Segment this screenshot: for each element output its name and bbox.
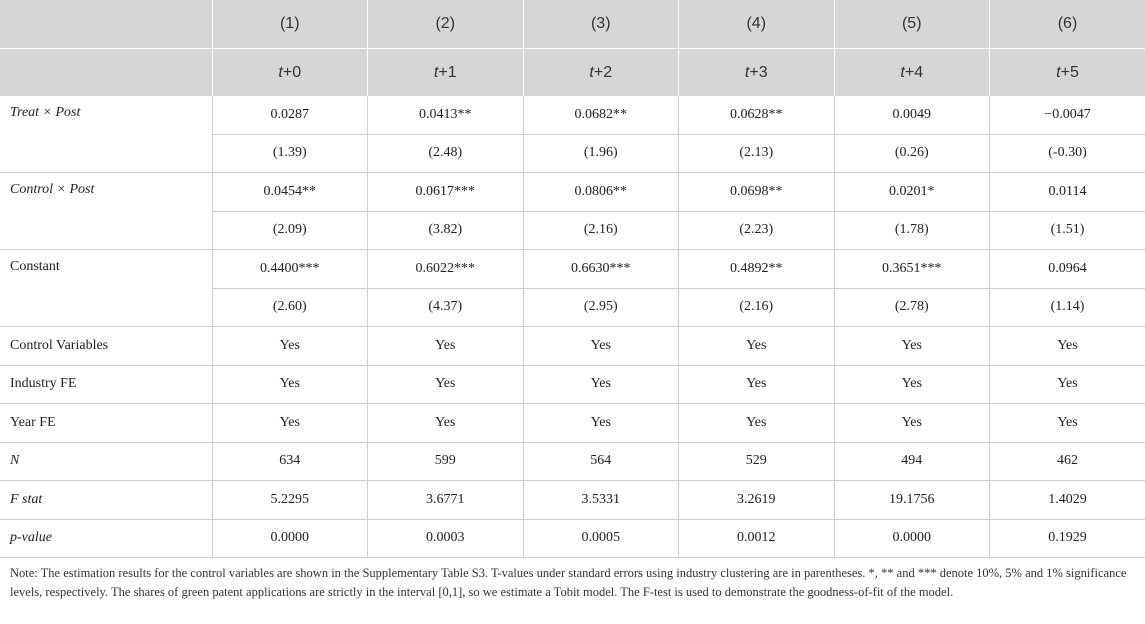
- tvalue-cell: (2.09): [212, 211, 368, 250]
- column-number: (5): [834, 0, 990, 49]
- row-label-p-value: p-value: [0, 519, 212, 558]
- period-var: t: [900, 63, 905, 81]
- table-row: [0, 365, 1145, 404]
- period-header: [679, 49, 835, 97]
- period-offset: +0: [282, 63, 302, 81]
- coefficient-cell: 0.0698**: [679, 173, 835, 212]
- table-row: [0, 519, 1145, 558]
- period-var: t: [744, 63, 750, 81]
- coefficient-cell: 0.0617***: [368, 173, 524, 212]
- table-cell: 599: [368, 442, 524, 481]
- tvalue-cell: (2.13): [679, 134, 835, 173]
- period-header: [523, 49, 679, 97]
- column-number: (2): [368, 0, 524, 49]
- tvalue-cell: (2.60): [212, 288, 368, 327]
- table-cell: 634: [212, 442, 368, 481]
- period-header: [834, 49, 990, 97]
- table-cell: Yes: [834, 327, 990, 366]
- tvalue-cell: (2.16): [523, 211, 679, 250]
- coefficient-cell: 0.0114: [990, 173, 1145, 212]
- table-cell: 0.0005: [523, 519, 679, 558]
- table-cell: 564: [523, 442, 679, 481]
- table-cell: 0.0000: [834, 519, 990, 558]
- table-row: [0, 96, 1145, 134]
- header-corner: [0, 49, 212, 97]
- table-cell: 5.2295: [212, 481, 368, 520]
- coefficient-cell: 0.6630***: [523, 250, 679, 289]
- coefficient-cell: 0.0454**: [212, 173, 368, 212]
- coefficient-cell: 0.0413**: [368, 96, 524, 134]
- table-cell: Yes: [990, 365, 1145, 404]
- table-cell: Yes: [679, 327, 835, 366]
- table-cell: 3.5331: [523, 481, 679, 520]
- table-cell: Yes: [990, 404, 1145, 443]
- table-row: [0, 173, 1145, 212]
- period-var: t: [589, 63, 594, 81]
- coefficient-cell: 0.0682**: [523, 96, 679, 134]
- table-row: [0, 481, 1145, 520]
- table-row: [0, 250, 1145, 289]
- coefficient-cell: 0.0628**: [679, 96, 835, 134]
- table-row: [0, 327, 1145, 366]
- table-row: [0, 404, 1145, 443]
- period-var: t: [1056, 63, 1061, 81]
- coefficient-cell: 0.4400***: [212, 250, 368, 289]
- row-label-control-post: Control × Post: [0, 173, 212, 250]
- table-cell: 494: [834, 442, 990, 481]
- period-header-row: [0, 49, 1145, 97]
- table-cell: Yes: [212, 327, 368, 366]
- coefficient-cell: 0.0964: [990, 250, 1145, 289]
- table-cell: Yes: [368, 327, 524, 366]
- tvalue-cell: (0.26): [834, 134, 990, 173]
- period-header: [368, 49, 524, 97]
- table-cell: Yes: [523, 365, 679, 404]
- tvalue-cell: (2.23): [679, 211, 835, 250]
- period-var: t: [278, 63, 283, 81]
- coefficient-cell: 0.0201*: [834, 173, 990, 212]
- table-cell: 19.1756: [834, 481, 990, 520]
- row-label-year-fe: Year FE: [0, 404, 212, 443]
- table-cell: 0.0003: [368, 519, 524, 558]
- column-number: (1): [212, 0, 368, 49]
- tvalue-cell: (4.37): [368, 288, 524, 327]
- table-cell: Yes: [834, 365, 990, 404]
- period-offset: +2: [593, 63, 613, 81]
- tvalue-cell: (1.14): [990, 288, 1145, 327]
- table-cell: 1.4029: [990, 481, 1145, 520]
- table-cell: 462: [990, 442, 1145, 481]
- coefficient-cell: 0.3651***: [834, 250, 990, 289]
- tvalue-cell: (1.78): [834, 211, 990, 250]
- table-cell: Yes: [523, 327, 679, 366]
- table-cell: Yes: [368, 404, 524, 443]
- table-cell: Yes: [368, 365, 524, 404]
- tvalue-cell: (2.48): [368, 134, 524, 173]
- row-label-treat-post: Treat × Post: [0, 96, 212, 173]
- table-cell: Yes: [212, 404, 368, 443]
- period-offset: +3: [749, 63, 768, 81]
- column-number: (4): [679, 0, 835, 49]
- table-note: Note: The estimation results for the control variables are shown in the Supplementary Table S3. T-values under standard errors using industry clustering are in parentheses. *, ** and *** denote 10%, 5% and 1% significance levels, respectively. The shares of green patent applications are strictly in the interval [0,1], so we estimate a Tobit model. The F-test is used to demonstrate the goodness-of-fit of the model.: [10, 566, 1127, 599]
- row-label-constant: Constant: [0, 250, 212, 327]
- coefficient-cell: 0.0287: [212, 96, 368, 134]
- table-cell: Yes: [679, 365, 835, 404]
- tvalue-cell: (1.96): [523, 134, 679, 173]
- coefficient-cell: 0.0049: [834, 96, 990, 134]
- table-cell: Yes: [990, 327, 1145, 366]
- table-cell: 529: [679, 442, 835, 481]
- table-cell: 0.0012: [679, 519, 835, 558]
- coefficient-cell: −0.0047: [990, 96, 1145, 134]
- table-cell: 3.2619: [679, 481, 835, 520]
- coefficient-cell: 0.6022***: [368, 250, 524, 289]
- column-number: (3): [523, 0, 679, 49]
- row-label-control-variables: Control Variables: [0, 327, 212, 366]
- column-number: (6): [990, 0, 1145, 49]
- row-label-industry-fe: Industry FE: [0, 365, 212, 404]
- tvalue-cell: (-0.30): [990, 134, 1145, 173]
- table-cell: Yes: [523, 404, 679, 443]
- table-cell: 0.1929: [990, 519, 1145, 558]
- period-var: t: [433, 63, 439, 81]
- tvalue-cell: (1.39): [212, 134, 368, 173]
- tvalue-cell: (1.51): [990, 211, 1145, 250]
- tvalue-cell: (2.78): [834, 288, 990, 327]
- header-corner: [0, 0, 212, 49]
- table-cell: 3.6771: [368, 481, 524, 520]
- row-label-f-stat: F stat: [0, 481, 212, 520]
- tvalue-cell: (2.16): [679, 288, 835, 327]
- coefficient-cell: 0.0806**: [523, 173, 679, 212]
- tvalue-cell: (2.95): [523, 288, 679, 327]
- row-label-n: N: [0, 442, 212, 481]
- period-offset: +5: [1060, 63, 1079, 81]
- table-cell: Yes: [679, 404, 835, 443]
- period-offset: +1: [438, 63, 457, 81]
- period-offset: +4: [904, 63, 924, 81]
- period-header: [212, 49, 368, 97]
- table-row: [0, 442, 1145, 481]
- column-number-header-row: [0, 0, 1145, 49]
- coefficient-cell: 0.4892**: [679, 250, 835, 289]
- table-cell: Yes: [212, 365, 368, 404]
- period-header: [990, 49, 1145, 97]
- table-cell: 0.0000: [212, 519, 368, 558]
- table-cell: Yes: [834, 404, 990, 443]
- tvalue-cell: (3.82): [368, 211, 524, 250]
